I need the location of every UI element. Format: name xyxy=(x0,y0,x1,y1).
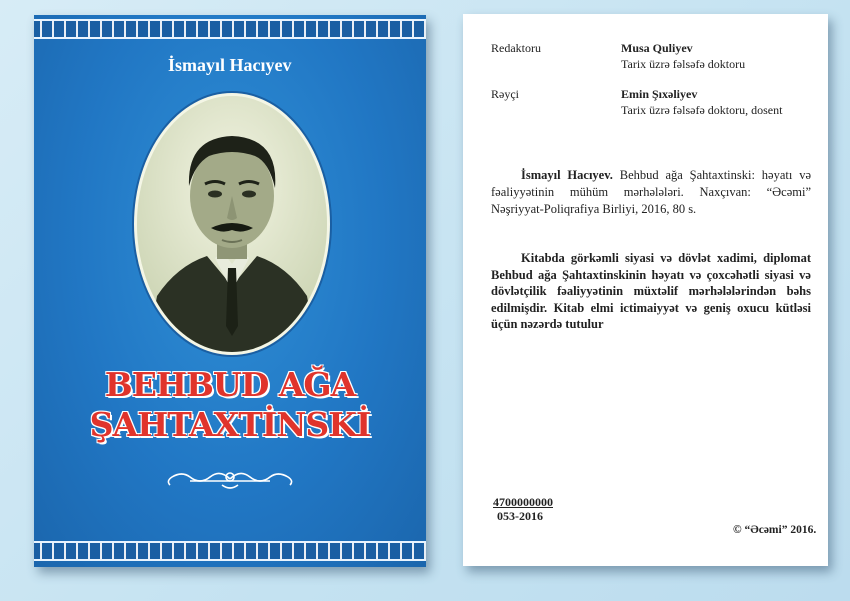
bib-text: Behbud ağa Şahtaxtinski: həyatı və fəaliyyətinin mühüm mərhələləri. Naxçıvan: “Əcəmi” Nəşriyyat-Poliqrafiya Birliyi, 2016, 80 s. xyxy=(491,168,811,216)
editor-title: Tarix üzrə fəlsəfə doktoru xyxy=(621,57,746,71)
isbn-code: 4700000000 xyxy=(493,495,553,509)
editor-name: Musa Quliyev xyxy=(621,41,693,55)
top-ornament-border xyxy=(34,19,426,39)
bib-author: İsmayıl Hacıyev. xyxy=(521,168,613,182)
portrait-photo-icon xyxy=(134,93,330,355)
isbn-block xyxy=(493,495,553,523)
cover-title-line2: ŞAHTAXTİNSKİ xyxy=(89,405,371,444)
editor-label: Redaktoru xyxy=(491,41,541,55)
cover-author: İsmayıl Hacıyev xyxy=(168,55,292,75)
reviewer-title: Tarix üzrə fəlsəfə doktoru, dosent xyxy=(621,103,783,117)
cover-title xyxy=(74,365,386,445)
book-cover xyxy=(34,15,426,567)
imprint-page xyxy=(463,14,828,566)
reviewer-label: Rəyçi xyxy=(491,87,519,101)
book-annotation: Kitabda görkəmli siyasi və dövlət xadimi, diplomat Behbud ağa Şahtaxtinskinin həyatı və çoxcəhətli siyasi və dövlətçilik fəaliyyətinin müxtəlif mərhələlərindən bəhs edilmişdir. Kitab elmi ictimaiyyət və geniş oxucu kütləsi üçün nəzərdə tutulur xyxy=(491,251,811,331)
reviewer-name: Emin Şıxəliyev xyxy=(621,87,698,101)
cover-title-line1: BEHBUD AĞA xyxy=(104,365,356,404)
scroll-ornament-icon xyxy=(160,467,300,496)
isbn-sub: 053-2016 xyxy=(497,509,543,523)
bottom-ornament-border xyxy=(34,541,426,561)
bibliographic-entry xyxy=(491,167,811,218)
copyright: © “Əcəmi” 2016. xyxy=(733,524,817,536)
